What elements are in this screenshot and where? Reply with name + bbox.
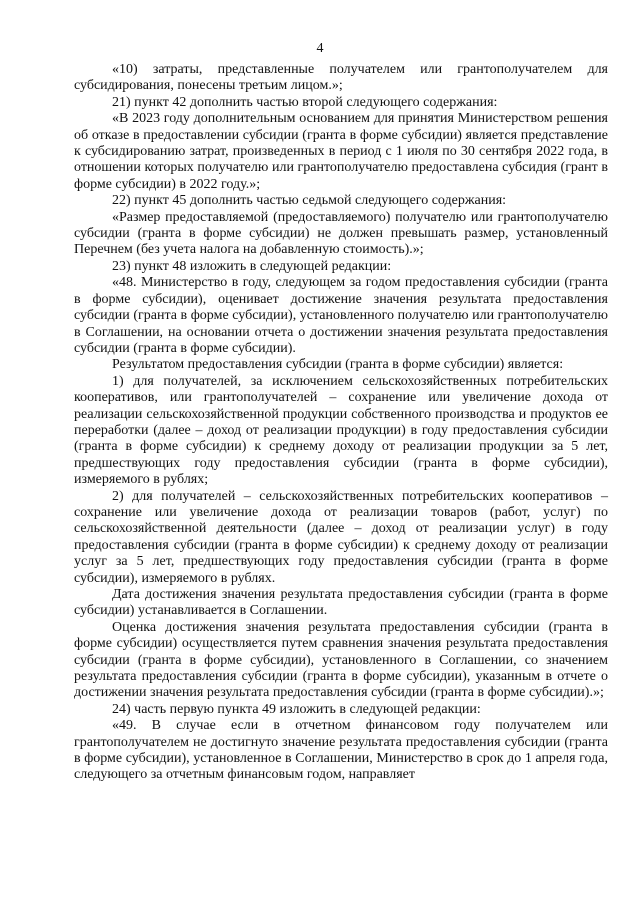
paragraph: «В 2023 году дополнительным основанием для принятия Министерством решения об отказе в предоставлении субсидии (гранта в форме субсидии) является представление к субсидированию затрат, произведенных в период с 1 июля по 30 сентября 2022 года, в отношении которых получателю или грантополучателю предоставлена субсидия (грант в форме субсидии) в 2022 году.»;	[74, 111, 608, 192]
paragraph: 1) для получателей, за исключением сельскохозяйственных потребительских кооперативов, или грантополучателей – сохранение или увеличение дохода от реализации сельскохозяйственной продукции собственного производства и продуктов ее переработки (далее – доход от реализации продукции) в году предоставления субсидии (гранта в форме субсидии) к среднему доходу от реализации продукции за 5 лет, предшествующих году предоставления субсидии (гранта в форме субсидии), измеряемого в рублях;	[74, 373, 608, 488]
paragraph: «Размер предоставляемой (предоставляемого) получателю или грантополучателю субсидии (гранта в форме субсидии) не должен превышать размер, установленный Перечнем (без учета налога на добавленную стоимость).»;	[74, 209, 608, 258]
paragraph: Оценка достижения значения результата предоставления субсидии (гранта в форме субсидии) осуществляется путем сравнения значения результата предоставления субсидии (гранта в форме субсидии), установленного в Соглашении, со значением результата предоставления субсидии (гранта в форме субсидии), указанным в отчете о достижении значения результата предоставления субсидии (гранта в форме субсидии).»;	[74, 619, 608, 701]
paragraph: 21) пункт 42 дополнить частью второй следующего содержания:	[112, 94, 498, 110]
paragraph: «48. Министерство в году, следующем за годом предоставления субсидии (гранта в форме субсидии), оценивает достижение значения результата предоставления субсидии (гранта в форме субсидии), установленного получателю или грантополучателю в Соглашении, на основании отчета о достижении значения результата предоставления субсидии (гранта в форме субсидии).	[74, 275, 608, 356]
page-number: 4	[316, 41, 324, 56]
paragraph: 24) часть первую пункта 49 изложить в следующей редакции:	[112, 701, 481, 717]
paragraph: 22) пункт 45 дополнить частью седьмой следующего содержания:	[112, 193, 507, 209]
paragraph: 2) для получателей – сельскохозяйственных потребительских кооперативов – сохранение или увеличение дохода от реализации товаров (работ, услуг) по сельскохозяйственной деятельности (далее – доход от реализации услуг) в году предоставления субсидии (гранта в форме субсидии) к среднему доходу от реализации услуг за 5 лет, предшествующих году предоставления субсидии (гранта в форме субсидии), измеряемого в рублях.	[74, 488, 608, 586]
paragraph: 23) пункт 48 изложить в следующей редакции:	[112, 258, 392, 274]
paragraph: «49. В случае если в отчетном финансовом году получателем или грантополучателем не достигнуто значение результата предоставления субсидии (гранта в форме субсидии), установленное в Соглашении, Министерство в срок до 1 апреля года, следующего за отчетным финансовым годом, направляет	[74, 718, 608, 783]
paragraph: Результатом предоставления субсидии (гранта в форме субсидии) является:	[112, 357, 564, 373]
paragraph: «10) затраты, представленные получателем или грантополучателем для субсидирования, понесены третьим лицом.»;	[74, 62, 608, 94]
paragraph: Дата достижения значения результата предоставления субсидии (гранта в форме субсидии) устанавливается в Соглашении.	[74, 587, 608, 619]
document-body	[74, 62, 608, 784]
